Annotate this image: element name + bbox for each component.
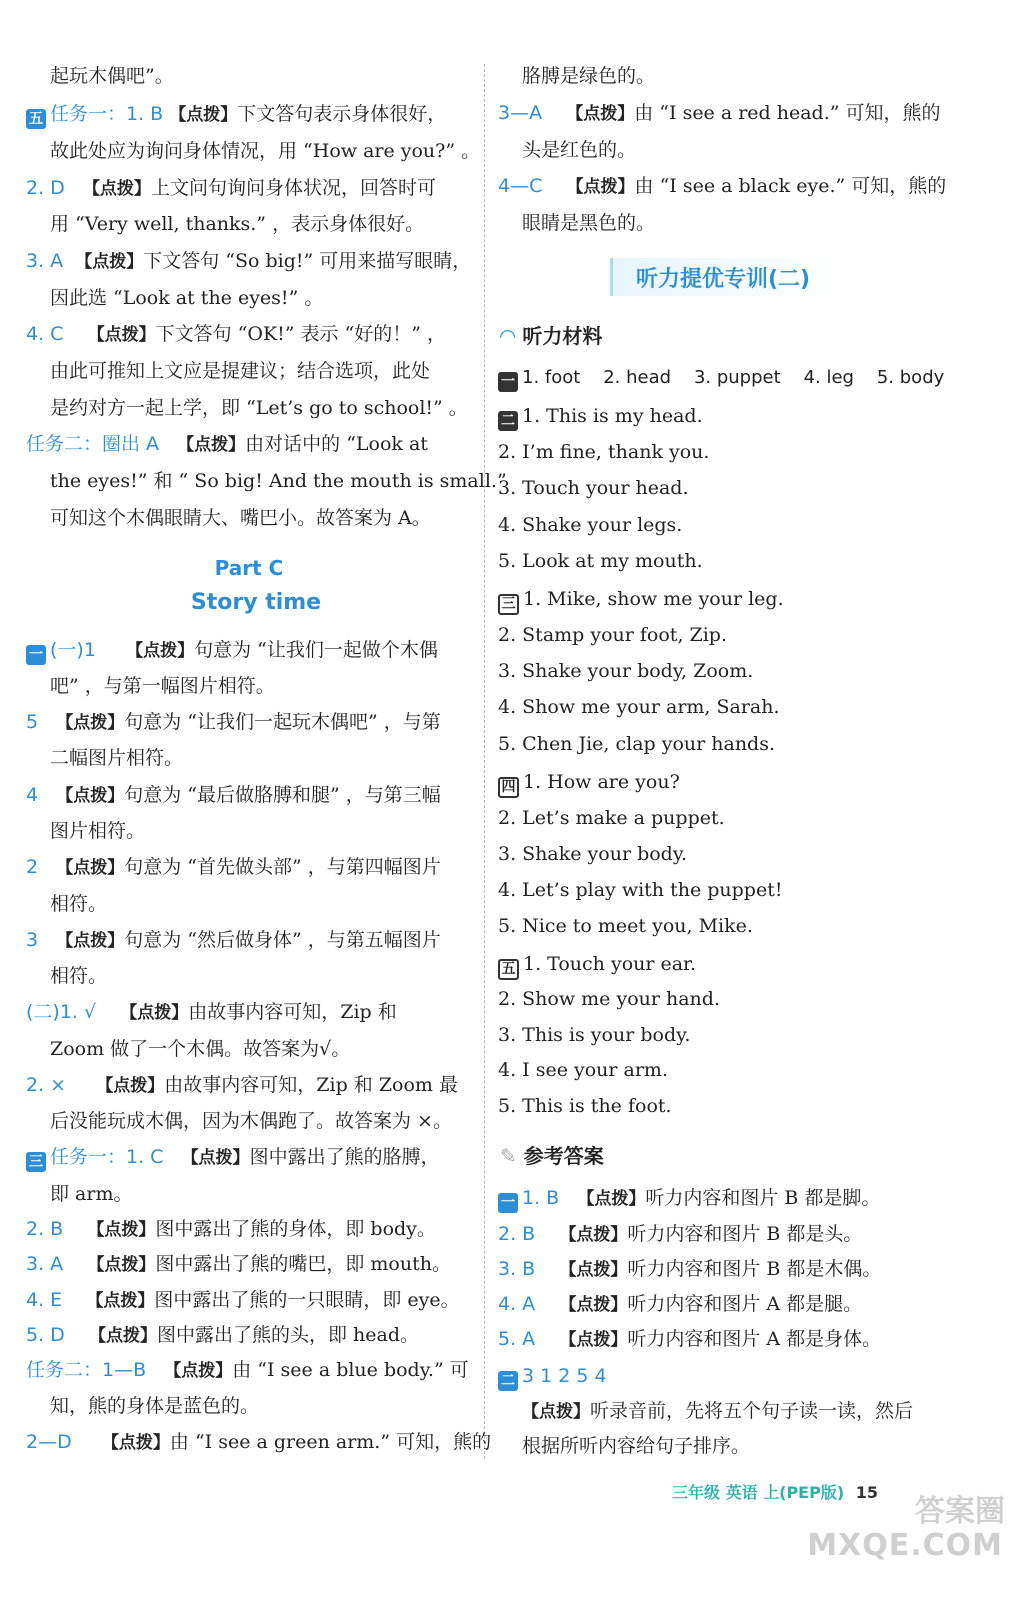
answer-line xyxy=(522,1399,913,1424)
material-line: 4. Let’s play with the puppet! xyxy=(498,879,783,901)
section-four-icon: 四 xyxy=(498,777,519,798)
word-item: 5. body xyxy=(876,367,945,388)
section-five-icon: 五 xyxy=(498,959,519,980)
answer-line xyxy=(26,1252,451,1277)
answer-number: 2. B xyxy=(26,1218,64,1240)
hint-text: 由故事内容可知，Zip 和 Zoom 最 xyxy=(164,1074,458,1096)
answer-number: 2. B xyxy=(498,1223,536,1245)
hint-text: 句意为 “首先做头部” ，与第四幅图片 xyxy=(124,856,441,878)
text-line: 即 arm。 xyxy=(50,1183,133,1205)
hint-tag: 【点拨】 xyxy=(88,1326,157,1346)
answer-line xyxy=(26,249,471,274)
hint-tag: 【点拨】 xyxy=(559,1225,628,1245)
hint-text: 图中露出了熊的一只眼睛，即 eye。 xyxy=(154,1289,460,1311)
hint-tag: 【点拨】 xyxy=(566,177,635,197)
material-line: 5. This is the foot. xyxy=(498,1095,672,1117)
hint-tag: 【点拨】 xyxy=(120,1003,189,1023)
hint-text: 听力内容和图片 B 都是脚。 xyxy=(645,1187,881,1209)
hint-text: 句意为 “让我们一起玩木偶吧” ，与第 xyxy=(124,711,441,733)
materials-title: 听力材料 xyxy=(522,324,603,348)
watermark-top: 答案圈 xyxy=(915,1494,1005,1529)
section-two-icon: 二 xyxy=(498,1371,518,1391)
word-item: 4. leg xyxy=(803,367,854,388)
answer-number: 4—C xyxy=(498,175,543,197)
hint-text: 句意为 “最后做胳膊和腿” ，与第三幅 xyxy=(124,784,441,806)
answer-line xyxy=(26,855,441,880)
hint-tag: 【点拨】 xyxy=(577,1189,646,1209)
page-footer xyxy=(672,1480,878,1503)
hint-tag: 【点拨】 xyxy=(559,1260,628,1280)
section-three-icon: 三 xyxy=(498,594,519,615)
hint-tag: 【点拨】 xyxy=(56,931,125,951)
text-line: 相符。 xyxy=(50,893,108,915)
material-line: 4. Shake your legs. xyxy=(498,514,683,536)
section-two-icon: 二 xyxy=(498,411,518,431)
hint-text: 由故事内容可知，Zip 和 xyxy=(188,1001,397,1023)
text-line: 相符。 xyxy=(50,965,108,987)
materials-header xyxy=(500,320,602,349)
material-line-1 xyxy=(498,366,944,392)
answer-number: 3 1 2 5 4 xyxy=(522,1365,607,1387)
text-line: 根据所听内容给句子排序。 xyxy=(522,1435,751,1457)
material-line: 5. Look at my mouth. xyxy=(498,550,703,572)
text-line: Zoom 做了一个木偶。故答案为√。 xyxy=(50,1038,351,1060)
answer-number: 5 xyxy=(26,711,39,733)
answer-number: 任务一：1. C xyxy=(50,1146,164,1168)
hint-tag: 【点拨】 xyxy=(82,179,151,199)
text-line: 头是红色的。 xyxy=(522,139,637,161)
material-line: 5. Nice to meet you, Mike. xyxy=(498,915,753,937)
answer-line xyxy=(26,1288,460,1313)
hint-text: 上文问句询问身体状况，回答时可 xyxy=(150,177,436,199)
answer-line xyxy=(26,1000,397,1025)
material-line: 3. Shake your body, Zoom. xyxy=(498,660,754,682)
hint-text: 由对话中的 “Look at xyxy=(245,433,428,455)
hint-text: 由 “I see a red head.” 可知，熊的 xyxy=(634,102,941,124)
text-line: 二幅图片相符。 xyxy=(50,747,184,769)
text-line: 眼睛是黑色的。 xyxy=(522,212,656,234)
answer-line xyxy=(498,101,941,126)
answers-header xyxy=(500,1140,604,1169)
section-title: 听力提优专训(二) xyxy=(635,267,811,292)
answer-line xyxy=(26,1358,469,1383)
hint-tag: 【点拨】 xyxy=(56,713,125,733)
answer-number: 4. E xyxy=(26,1289,63,1311)
hint-text: 听录音前，先将五个句子读一读，然后 xyxy=(590,1400,914,1422)
text-line: 后没能玩成木偶，因为木偶跑了。故答案为 ×。 xyxy=(50,1110,452,1132)
hint-text: 下文答句 “So big!” 可用来描写眼睛， xyxy=(143,250,472,272)
answer-number: 4. C xyxy=(26,323,64,345)
answer-number: (二)1. √ xyxy=(26,1001,97,1023)
material-line: 3. Touch your head. xyxy=(498,477,689,499)
headphones-icon: ◠ xyxy=(500,324,516,348)
answer-number: 2 xyxy=(26,856,39,878)
answer-number: 3. B xyxy=(498,1258,536,1280)
hint-text: 下文答句 “OK!” 表示 “好的！” ， xyxy=(155,323,447,345)
text-line: 胳膊是绿色的。 xyxy=(522,65,656,87)
hint-text: 由 “I see a black eye.” 可知，熊的 xyxy=(634,175,947,197)
hint-tag: 【点拨】 xyxy=(164,1361,233,1381)
hint-tag: 【点拨】 xyxy=(56,858,125,878)
material-line: 5. Chen Jie, clap your hands. xyxy=(498,733,776,755)
answer-number: 3. A xyxy=(26,250,64,272)
pencil-icon: ✎ xyxy=(500,1144,517,1168)
hint-text: 听力内容和图片 B 都是头。 xyxy=(627,1223,863,1245)
sentence: 1. Mike, show me your leg. xyxy=(523,588,784,610)
hint-text: 听力内容和图片 A 都是身体。 xyxy=(627,1328,882,1350)
answer-line xyxy=(498,1257,881,1282)
text-line: 因此选 “Look at the eyes!” 。 xyxy=(50,287,324,309)
hint-text: 下文答句表示身体很好， xyxy=(237,103,447,125)
material-line: 2. I’m fine, thank you. xyxy=(498,441,710,463)
sentence: 1. How are you? xyxy=(523,771,680,793)
hint-tag: 【点拨】 xyxy=(86,1291,155,1311)
watermark-bottom: MXQE.COM xyxy=(807,1528,1003,1563)
section-one-icon: 一 xyxy=(498,372,518,392)
material-line xyxy=(498,770,680,798)
answer-number: 任务一：1. B xyxy=(50,103,164,125)
answer-line xyxy=(26,102,446,129)
answer-line xyxy=(498,1186,880,1213)
text-line: 起玩木偶吧”。 xyxy=(50,65,174,87)
answer-number: 1. B xyxy=(522,1187,560,1209)
hint-tag: 【点拨】 xyxy=(177,435,246,455)
text-line: the eyes!” 和 “ So big! And the mouth is small.” xyxy=(50,470,507,492)
hint-text: 图中露出了熊的嘴巴，即 mouth。 xyxy=(155,1253,451,1275)
text-line: 由此可推知上文应是提建议；结合选项，此处 xyxy=(50,360,431,382)
part-title: Part C xyxy=(214,556,284,580)
hint-tag: 【点拨】 xyxy=(559,1330,628,1350)
section-one-icon: 一 xyxy=(498,1193,518,1213)
text-line: 是约对方一起上学，即 “Let’s go to school!” 。 xyxy=(50,397,468,419)
sentence: 1. This is my head. xyxy=(522,405,703,427)
hint-text: 句意为 “然后做身体” ，与第五幅图片 xyxy=(124,929,441,951)
hint-tag: 【点拨】 xyxy=(56,786,125,806)
sentence: 1. Touch your ear. xyxy=(523,953,697,975)
answer-number: 3. A xyxy=(26,1253,64,1275)
hint-tag: 【点拨】 xyxy=(96,1076,165,1096)
material-line: 2. Show me your hand. xyxy=(498,988,720,1010)
answer-number: 4. A xyxy=(498,1293,536,1315)
answer-line xyxy=(26,432,428,457)
hint-tag: 【点拨】 xyxy=(566,104,635,124)
hint-text: 图中露出了熊的身体，即 body。 xyxy=(155,1218,436,1240)
material-line xyxy=(498,587,784,615)
answer-line xyxy=(26,1430,491,1455)
hint-tag: 【点拨】 xyxy=(169,105,238,125)
material-line: 3. This is your body. xyxy=(498,1024,691,1046)
material-line: 2. Stamp your foot, Zip. xyxy=(498,624,728,646)
answer-number: 2. × xyxy=(26,1074,67,1096)
material-line: 4. Show me your arm, Sarah. xyxy=(498,696,780,718)
word-item: 3. puppet xyxy=(693,367,781,388)
hint-text: 听力内容和图片 A 都是腿。 xyxy=(627,1293,863,1315)
material-line xyxy=(498,952,696,980)
answer-number: (一)1 xyxy=(50,639,96,661)
hint-text: 由 “I see a blue body.” 可 xyxy=(232,1359,469,1381)
answer-number: 任务二：圈出 A xyxy=(26,433,160,455)
answers-title: 参考答案 xyxy=(523,1144,604,1168)
section-five-icon: 五 xyxy=(26,109,46,129)
hint-tag: 【点拨】 xyxy=(87,1255,156,1275)
text-line: 吧” ，与第一幅图片相符。 xyxy=(50,675,275,697)
answer-number: 3—A xyxy=(498,102,543,124)
answer-number: 4 xyxy=(26,784,39,806)
answer-line xyxy=(498,1222,862,1247)
text-line: 可知这个木偶眼睛大、嘴巴小。故答案为 A。 xyxy=(50,507,431,529)
answer-number: 任务二：1—B xyxy=(26,1359,147,1381)
material-line: 4. I see your arm. xyxy=(498,1059,668,1081)
answer-line xyxy=(26,928,441,953)
answer-line xyxy=(26,638,438,665)
word-item: 1. foot xyxy=(522,367,581,388)
hint-tag: 【点拨】 xyxy=(87,1220,156,1240)
answer-number: 3 xyxy=(26,929,39,951)
answer-number: 2—D xyxy=(26,1431,72,1453)
text-line: 图片相符。 xyxy=(50,820,146,842)
answer-line xyxy=(498,1327,881,1352)
material-line xyxy=(498,404,703,431)
hint-text: 听力内容和图片 B 都是木偶。 xyxy=(627,1258,882,1280)
word-item: 2. head xyxy=(603,367,672,388)
answer-line xyxy=(26,1073,458,1098)
answer-line xyxy=(26,710,441,735)
answer-line xyxy=(26,1323,419,1348)
hint-tag: 【点拨】 xyxy=(126,641,195,661)
hint-text: 句意为 “让我们一起做个木偶 xyxy=(194,639,438,661)
material-line: 3. Shake your body. xyxy=(498,843,688,865)
hint-tag: 【点拨】 xyxy=(87,325,156,345)
material-line: 2. Let’s make a puppet. xyxy=(498,807,725,829)
answer-number: 5. D xyxy=(26,1324,65,1346)
hint-tag: 【点拨】 xyxy=(181,1148,250,1168)
answer-number: 2. D xyxy=(26,177,65,199)
answer-line xyxy=(498,1364,607,1391)
column-divider xyxy=(484,64,485,1459)
text-line: 故此处应为询问身体情况，用 “How are you?” 。 xyxy=(50,140,481,162)
answer-line xyxy=(26,1145,440,1172)
hint-tag: 【点拨】 xyxy=(101,1433,170,1453)
text-line: 用 “Very well, thanks.” ，表示身体很好。 xyxy=(50,213,425,235)
answer-line xyxy=(498,1292,862,1317)
answer-line xyxy=(498,174,946,199)
hint-text: 图中露出了熊的胳膊， xyxy=(249,1146,440,1168)
hint-text: 由 “I see a green arm.” 可知，熊的 xyxy=(169,1431,492,1453)
footer-label: 三年级 英语 上(PEP版) xyxy=(672,1483,845,1502)
hint-text: 图中露出了熊的头，即 head。 xyxy=(156,1324,419,1346)
section-one-icon: 一 xyxy=(26,645,46,665)
section-three-icon: 三 xyxy=(26,1152,46,1172)
answer-number: 5. A xyxy=(498,1328,536,1350)
story-title: Story time xyxy=(190,590,322,615)
answer-line xyxy=(26,322,446,347)
answer-line xyxy=(26,176,436,201)
hint-tag: 【点拨】 xyxy=(522,1402,590,1422)
answer-line xyxy=(26,783,441,808)
text-line: 知，熊的身体是蓝色的。 xyxy=(50,1395,260,1417)
hint-tag: 【点拨】 xyxy=(559,1295,628,1315)
answer-line xyxy=(26,1217,436,1242)
page-number: 15 xyxy=(855,1483,878,1502)
hint-tag: 【点拨】 xyxy=(75,252,144,272)
